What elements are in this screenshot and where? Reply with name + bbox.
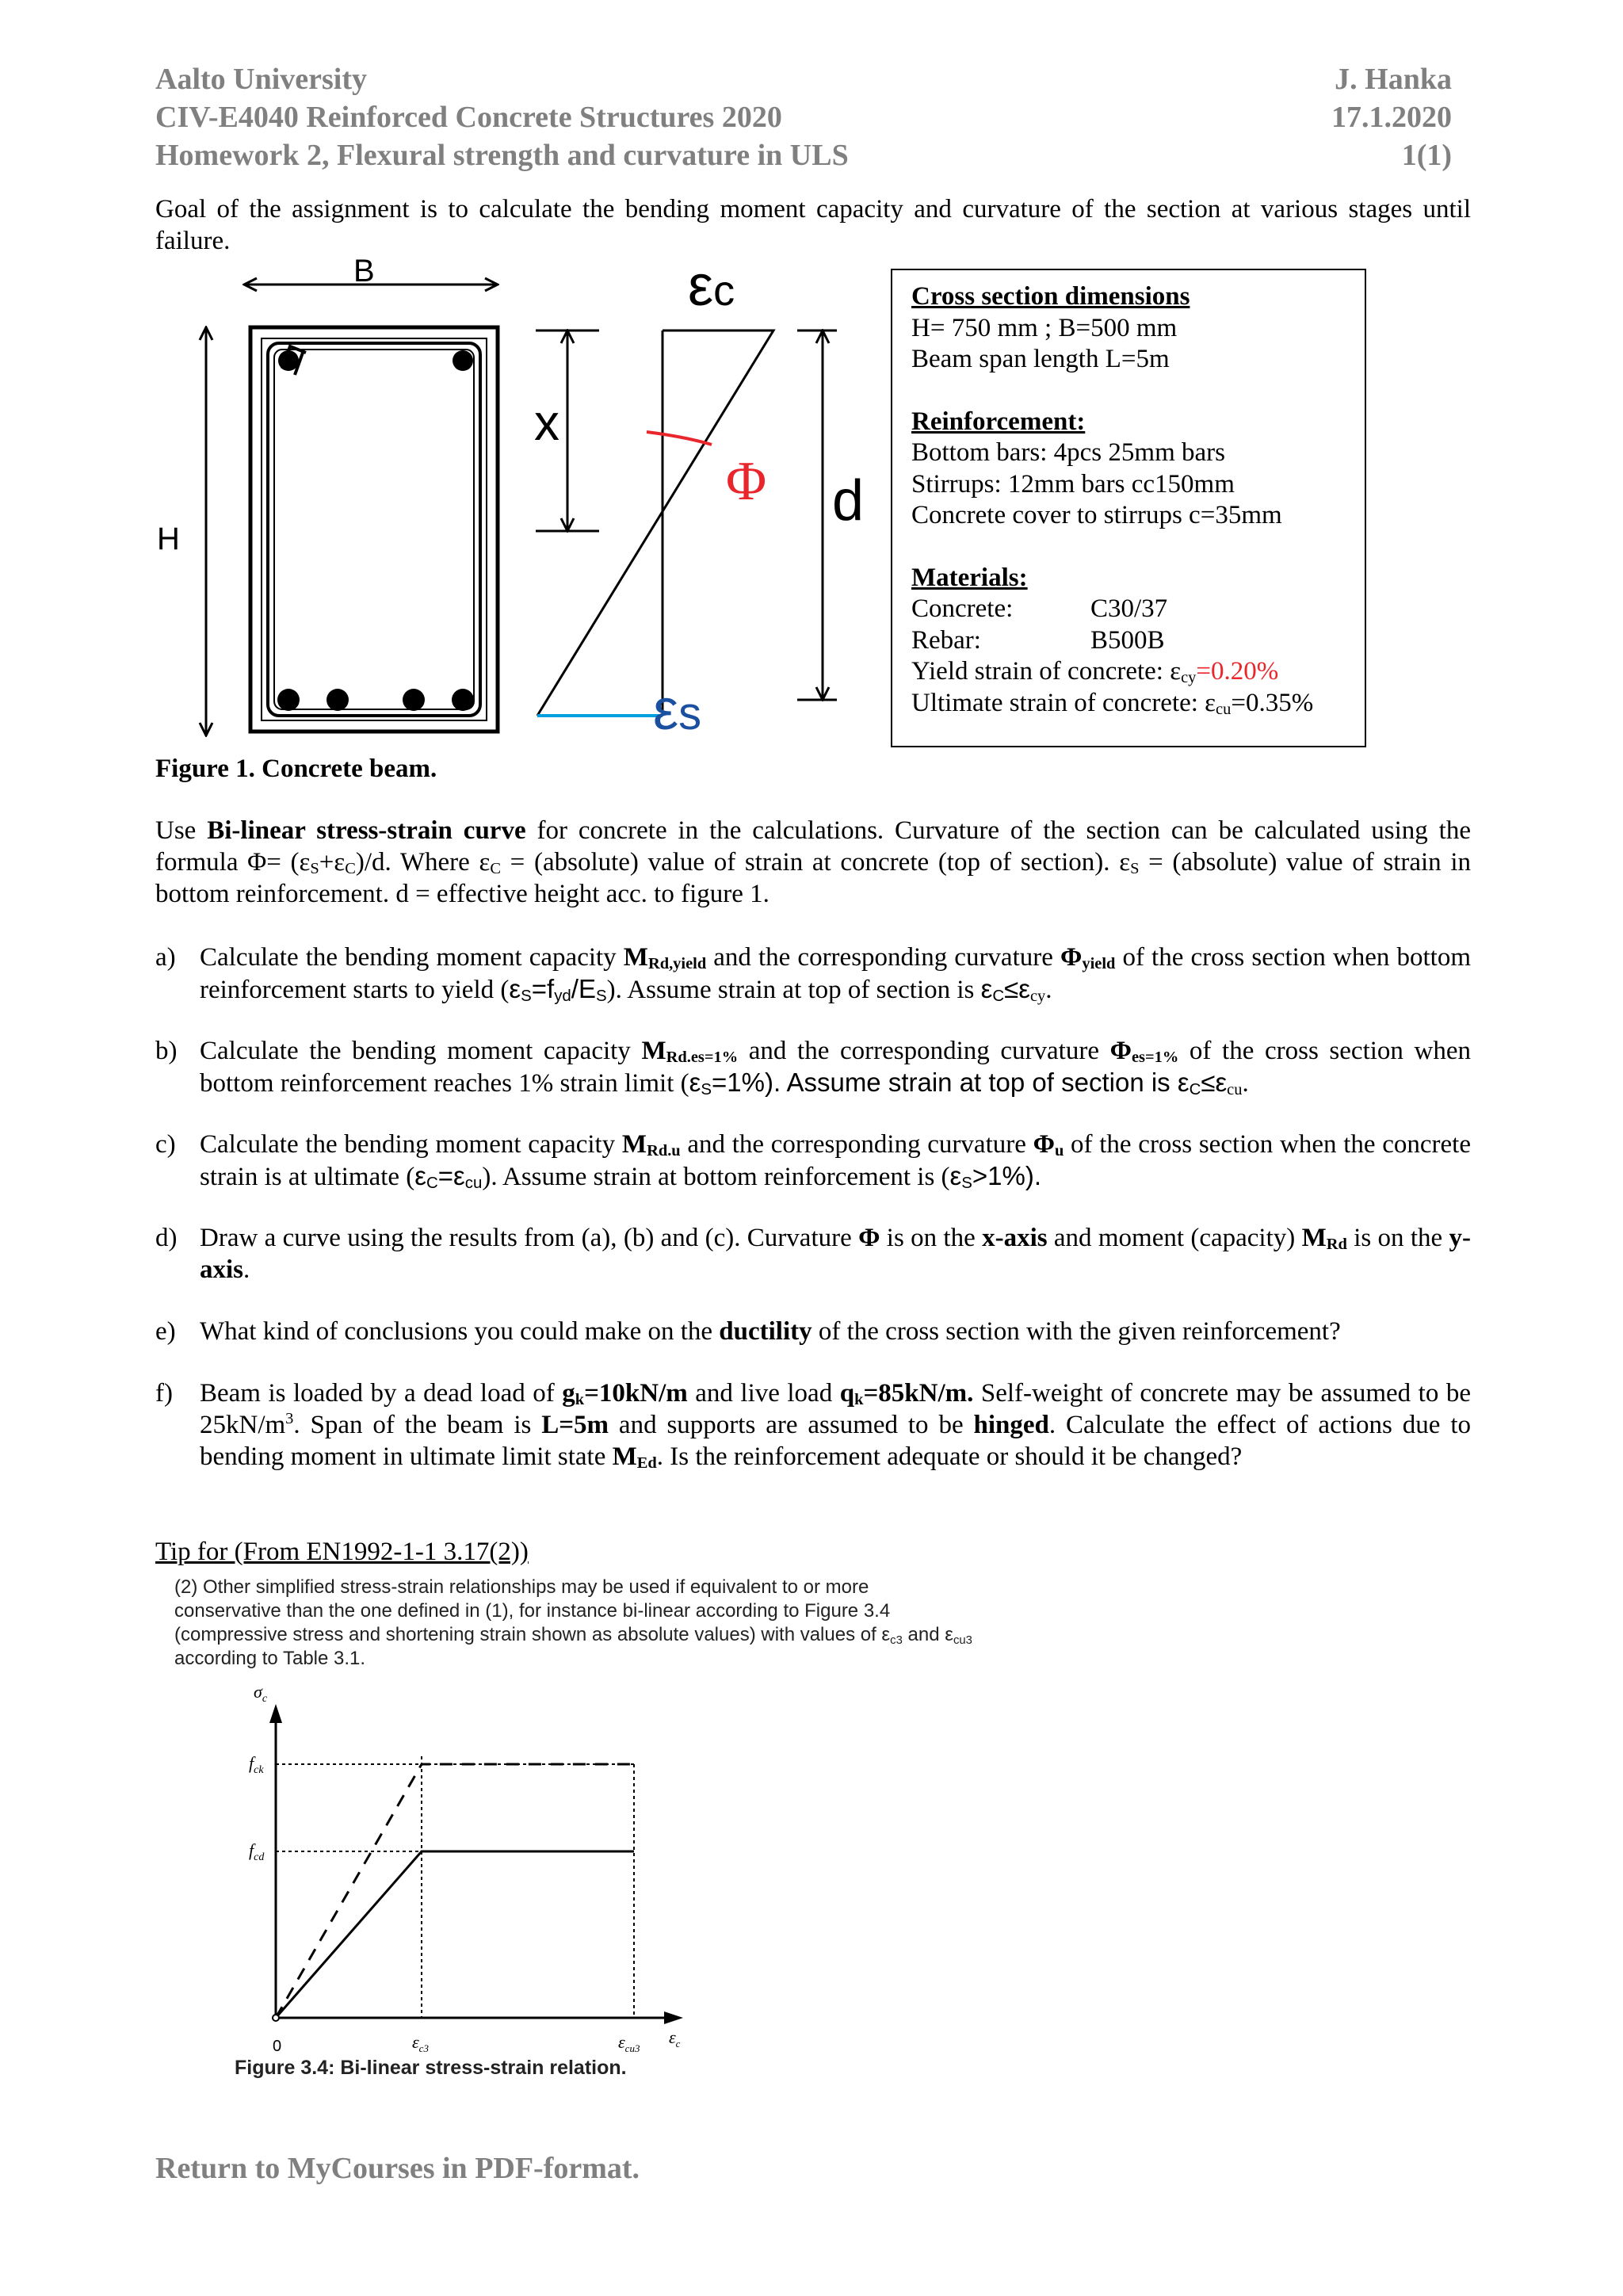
t: g — [562, 1379, 575, 1408]
t: Calculate the bending moment capacity — [200, 943, 624, 972]
t: )/d. Where ε — [355, 848, 491, 877]
t: x-axis — [982, 1224, 1048, 1252]
header-date: 17.1.2020 — [1331, 101, 1452, 134]
t: Calculate the bending moment capacity — [200, 1130, 622, 1159]
t: M — [621, 1130, 647, 1159]
t: and the corresponding curvature — [738, 1037, 1110, 1065]
t: . — [1242, 1069, 1249, 1098]
s: C — [426, 1174, 438, 1192]
t: . — [1045, 976, 1052, 1004]
t: ). Assume strain at bottom reinforcement is ( — [482, 1163, 950, 1191]
question-f — [155, 1377, 1472, 1473]
t: ε — [949, 1161, 962, 1190]
t: and supports are assumed to be — [609, 1411, 974, 1439]
reinforcement-line-2: Stirrups: 12mm bars cc150mm — [911, 469, 1235, 499]
t: and ε — [902, 1624, 953, 1645]
t: What kind of conclusions you could make on the — [200, 1317, 720, 1346]
s: cu — [1227, 1081, 1243, 1098]
question-a-label: a) — [155, 943, 176, 972]
t: is on the — [1346, 1224, 1449, 1252]
t: Φ — [858, 1224, 880, 1252]
rebar-label: Rebar: — [911, 625, 981, 655]
reinforcement-line-1: Bottom bars: 4pcs 25mm bars — [911, 438, 1225, 467]
s: C — [345, 860, 356, 877]
yield-sub: cy — [1181, 669, 1197, 686]
t: . Is the reinforcement adequate or should it be changed? — [656, 1442, 1243, 1471]
reinforcement-title: Reinforcement: — [911, 407, 1086, 436]
t: and the corresponding curvature — [680, 1130, 1033, 1159]
question-a — [155, 942, 1472, 1006]
dimensions-line-2: Beam span length L=5m — [911, 345, 1170, 373]
label-H: H — [157, 521, 180, 556]
t: ). Assume strain at top of section is — [606, 976, 981, 1004]
s: C — [1189, 1080, 1201, 1098]
t: M — [623, 943, 648, 972]
top-bar-right — [453, 350, 473, 371]
s: S — [961, 1174, 972, 1192]
t: hinged — [973, 1411, 1049, 1439]
strain-diagram — [537, 330, 773, 716]
t: M — [1301, 1224, 1327, 1252]
rebar-value: B500B — [1090, 625, 1165, 655]
author-name: J. Hanka — [1335, 63, 1452, 96]
question-b-label: b) — [155, 1037, 178, 1065]
question-c — [155, 1129, 1472, 1193]
t: Calculate the bending moment capacity — [200, 1037, 642, 1065]
t: =10kN/m — [584, 1379, 688, 1408]
t: ε — [1177, 1068, 1190, 1097]
question-d-label: d) — [155, 1224, 178, 1252]
s: S — [310, 860, 319, 877]
s: yield — [1082, 955, 1116, 972]
bilinear-emphasis: Bi-linear stress-strain curve — [207, 816, 526, 845]
t: ε — [414, 1161, 426, 1190]
ultimate-sub: cu — [1216, 700, 1232, 718]
s: Ed — [636, 1454, 657, 1472]
t: =1%). Assume strain at top of section is — [711, 1068, 1178, 1097]
s: es=1% — [1131, 1049, 1179, 1066]
label-d-text: d — [832, 469, 865, 533]
s: u — [1054, 1142, 1064, 1159]
question-f-label: f) — [155, 1379, 173, 1408]
t: Draw a curve using the results from (a), (b) and (c). Curvature — [200, 1224, 859, 1252]
yield-strain-line — [911, 656, 1313, 688]
t: Φ — [1060, 943, 1083, 972]
figure-3-4-caption: Figure 3.4: Bi-linear stress-strain relation. — [235, 2057, 627, 2079]
question-e — [155, 1316, 1471, 1347]
t: of the cross section when the concrete strain is at ultimate ( — [200, 1130, 1472, 1191]
y-axis-arrow — [269, 1704, 282, 1723]
s: S — [701, 1080, 712, 1098]
s: 3 — [285, 1410, 294, 1427]
t: +ε — [319, 848, 346, 877]
t: (compressive stress and shortening strain shown as absolute values) with values of ε — [174, 1624, 891, 1645]
bottom-bar-2 — [327, 689, 349, 711]
intro-paragraph: Goal of the assignment is to calculate the bending moment capacity and curvature of the section at various stages until failure. — [155, 195, 1471, 255]
label-B: B — [353, 258, 375, 288]
page-number: 1(1) — [1401, 139, 1452, 172]
t: and moment (capacity) — [1047, 1224, 1302, 1252]
s: Rd.u — [647, 1142, 681, 1159]
materials-title: Materials: — [911, 563, 1028, 592]
s: S — [521, 987, 532, 1005]
t: for concrete in the calculations. Curvature of the section can be calculated using the formula Φ= (ε — [155, 816, 1471, 877]
t: Φ — [1109, 1037, 1132, 1065]
figure-3-4-chart — [230, 1672, 737, 2084]
fcd-curve — [276, 1851, 634, 2018]
t: =85kN/m. — [863, 1379, 974, 1408]
s: cy — [1029, 988, 1046, 1005]
concrete-value: C30/37 — [1090, 594, 1168, 623]
t: /E — [571, 974, 596, 1003]
yield-label: Yield strain of concrete: ε — [911, 657, 1182, 686]
t: Φ — [1033, 1130, 1055, 1159]
course-title: CIV-E4040 Reinforced Concrete Structures 2020 — [155, 101, 782, 134]
t: of the cross section when bottom reinforcement reaches 1% strain limit ( — [200, 1037, 1472, 1098]
t: M — [641, 1037, 666, 1065]
t: y-axis — [200, 1224, 1471, 1284]
figure1-caption: Figure 1. Concrete beam. — [155, 755, 437, 783]
cross-section-outline — [250, 327, 498, 732]
material-concrete-row — [911, 594, 1313, 625]
t: and live load — [687, 1379, 840, 1408]
ultimate-label: Ultimate strain of concrete: ε — [911, 688, 1216, 717]
origin-label: 0 — [273, 2038, 282, 2055]
t: ≤ε — [1004, 974, 1030, 1003]
t: . Span of the beam is — [293, 1411, 542, 1439]
bottom-bar-4 — [452, 689, 474, 711]
s: C — [992, 987, 1005, 1005]
concrete-label: Concrete: — [911, 594, 1014, 623]
t: Use — [155, 816, 208, 845]
s: C — [490, 860, 501, 877]
t: =ε — [437, 1161, 465, 1190]
fcd-label: $f_{cd}$ — [249, 1840, 265, 1863]
excerpt-line-4: according to Table 3.1. — [174, 1648, 366, 1669]
question-c-label: c) — [155, 1130, 176, 1159]
origin-point — [273, 2015, 279, 2021]
dimensions-line-1: H= 750 mm ; B=500 mm — [911, 313, 1178, 342]
cross-section-inner-outline — [262, 338, 487, 720]
fck-curve — [276, 1764, 634, 2018]
t: of the cross section with the given reinforcement? — [812, 1317, 1341, 1346]
question-b — [155, 1035, 1472, 1099]
s: Rd,yield — [647, 955, 707, 972]
s: cu3 — [953, 1634, 972, 1647]
ecu3-label: $\varepsilon_{cu3}$ — [618, 2032, 640, 2054]
stirrup-inner — [274, 350, 474, 709]
fck-label: $f_{ck}$ — [249, 1753, 264, 1776]
t: of the cross section when bottom reinforcement starts to yield ( — [200, 943, 1472, 1004]
footer-note: Return to MyCourses in PDF-format. — [155, 2152, 640, 2185]
t: ε — [689, 1068, 701, 1097]
t: L=5m — [541, 1411, 609, 1439]
s: k — [575, 1391, 585, 1408]
t: ≤ε — [1201, 1068, 1228, 1097]
ultimate-strain-line — [911, 688, 1313, 720]
question-e-label: e) — [155, 1317, 176, 1346]
t: ε — [509, 974, 521, 1003]
t: = (absolute) value of strain at concrete (top of section). ε — [501, 848, 1131, 877]
label-eps-s: εs — [653, 678, 702, 742]
dimensions-title: Cross section dimensions — [911, 282, 1190, 311]
excerpt-line-1: (2) Other simplified stress-strain relationships may be used if equivalent to or more — [174, 1576, 869, 1598]
t: M — [612, 1442, 637, 1471]
header-left — [155, 60, 849, 174]
figure1-beam-diagram — [155, 258, 837, 749]
x-axis-label: $\varepsilon_c$ — [669, 2027, 681, 2050]
bottom-bar-1 — [277, 689, 300, 711]
t: Self-weight of concrete may be assumed to be 25kN/m — [200, 1379, 1472, 1439]
ec3-label: $\varepsilon_{c3}$ — [412, 2032, 429, 2054]
t: ε — [980, 974, 993, 1003]
y-axis-label: $\sigma_c$ — [254, 1682, 268, 1705]
s: yd — [554, 987, 571, 1005]
curvature-arc — [647, 432, 712, 445]
s: Rd.es=1% — [666, 1049, 739, 1066]
label-phi: Φ — [726, 451, 767, 512]
excerpt-line-2: conservative than the one defined in (1), for instance bi-linear according to Figure 3.4 — [174, 1600, 891, 1622]
t: . — [243, 1255, 250, 1284]
stirrup-outer — [268, 343, 480, 716]
s: S — [1130, 860, 1140, 877]
t: . Calculate the effect of actions due to bending moment in ultimate limit state — [200, 1411, 1471, 1471]
yield-value: =0.20% — [1196, 657, 1279, 686]
s: S — [595, 987, 607, 1005]
ultimate-value: =0.35% — [1231, 688, 1314, 717]
s: k — [854, 1391, 864, 1408]
t: =f — [531, 974, 555, 1003]
homework-title: Homework 2, Flexural strength and curvature in ULS — [155, 139, 849, 172]
header-right — [1331, 60, 1452, 174]
tip-title: Tip for (From EN1992-1-1 3.17(2)) — [155, 1538, 529, 1566]
reinforcement-line-3: Concrete cover to stirrups c=35mm — [911, 501, 1282, 529]
s: cu — [464, 1174, 483, 1192]
t: is on the — [880, 1224, 983, 1252]
material-rebar-row — [911, 625, 1313, 657]
t: = (absolute) value of strain in bottom reinforcement. d = effective height acc. to figure 1. — [155, 848, 1472, 908]
question-d — [155, 1222, 1471, 1286]
t: q — [839, 1379, 855, 1408]
t: ductility — [719, 1317, 812, 1346]
t: Beam is loaded by a dead load of — [200, 1379, 563, 1408]
t: and the corresponding curvature — [706, 943, 1060, 972]
label-x: x — [534, 394, 559, 451]
eurocode-excerpt — [174, 1576, 1046, 1671]
university-name: Aalto University — [155, 63, 368, 96]
t: >1%). — [972, 1161, 1042, 1190]
instructions-paragraph — [155, 815, 1471, 910]
top-bar-left — [278, 350, 299, 371]
s: c3 — [890, 1634, 903, 1647]
excerpt-line-3 — [174, 1623, 1046, 1647]
s: Rd — [1326, 1236, 1347, 1253]
x-axis-arrow — [664, 2011, 683, 2024]
bottom-bar-3 — [403, 689, 425, 711]
info-box — [891, 269, 1366, 747]
label-eps-c: εc — [688, 258, 735, 318]
